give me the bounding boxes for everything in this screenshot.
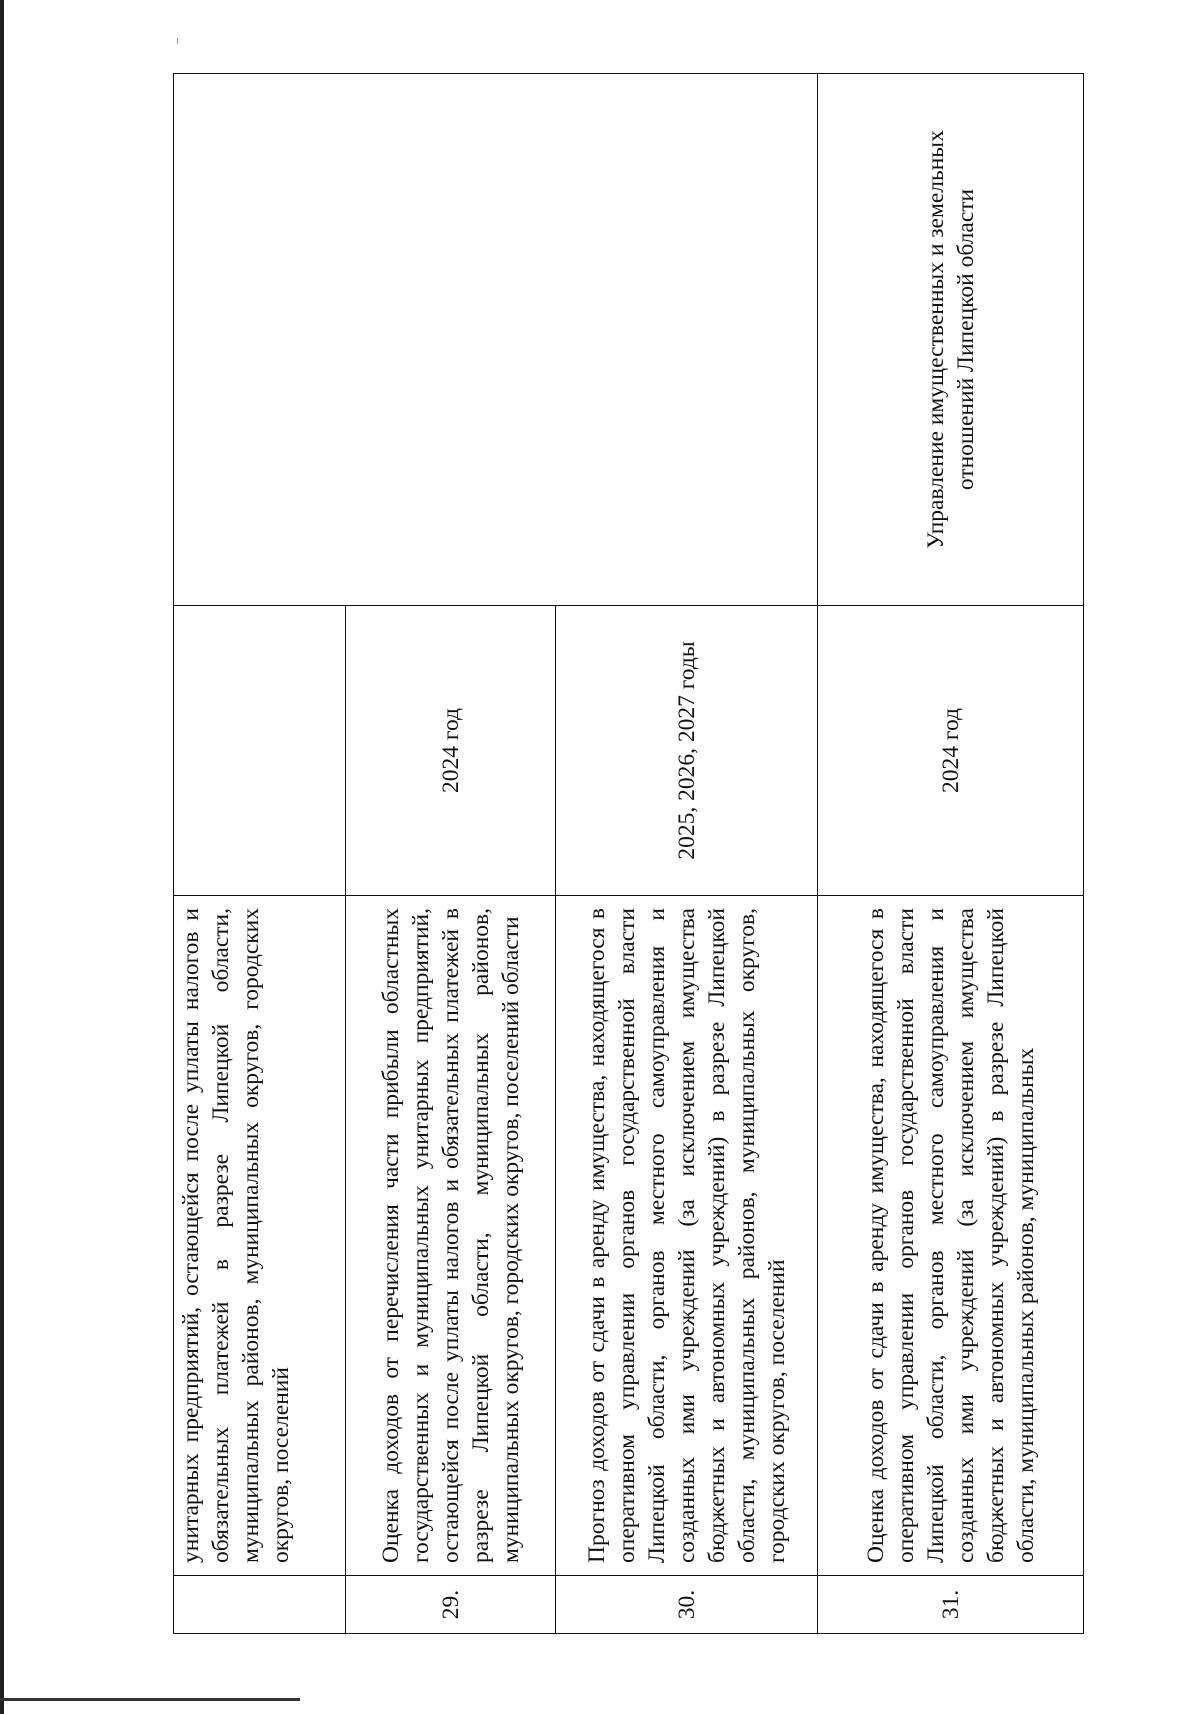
row-description: Оценка доходов от перечисления части прибыли областных государственных и муниципальных унитарных предприятий, остающейся после уплаты налогов и обязательных платежей в разрезе Липецкой области, муниципальных районов, муниципальных округов, городских округов, поселений области (346, 896, 556, 1576)
row-description: унитарных предприятий, остающейся после уплаты налогов и обязательных платежей в разрезе Липецкой области, муниципальных районов, муниципальных округов, городских округов, поселений (174, 896, 346, 1576)
table-row (174, 74, 346, 1634)
scan-edge-bottom (0, 1698, 300, 1701)
row-number (174, 1576, 346, 1634)
row-number: 31. (818, 1576, 1084, 1634)
row-period (174, 606, 346, 896)
rotated-page (173, 74, 1083, 1634)
row-period: 2024 год (346, 606, 556, 896)
row-period: 2024 год (818, 606, 1084, 896)
planning-table (173, 73, 1084, 1634)
table-row (818, 74, 1084, 1634)
responsible-empty-cell (174, 74, 818, 606)
row-number: 30. (556, 1576, 818, 1634)
scan-speck (177, 38, 178, 44)
row-description: Оценка доходов от сдачи в аренду имущества, находящегося в оперативном управлении органов государственной власти Липецкой области, органов местного самоуправления и созданных ими учреждений (за исключением имущества бюджетных и автономных учреждений) в разрезе Липецкой области, муниципальных районов, муниципальных (818, 896, 1084, 1576)
row-number: 29. (346, 1576, 556, 1634)
row-description: Прогноз доходов от сдачи в аренду имущества, находящегося в оперативном управлении органов государственной власти Липецкой области, органов местного самоуправления и созданных ими учреждений (за исключением имущества бюджетных и автономных учреждений) в разрезе Липецкой области, муниципальных районов, муниципальных округов, городских округов, поселений (556, 896, 818, 1576)
responsible-department: Управление имущественных и земельных отношений Липецкой области (818, 74, 1084, 606)
row-period: 2025, 2026, 2027 годы (556, 606, 818, 896)
scan-edge-left (0, 0, 4, 1714)
